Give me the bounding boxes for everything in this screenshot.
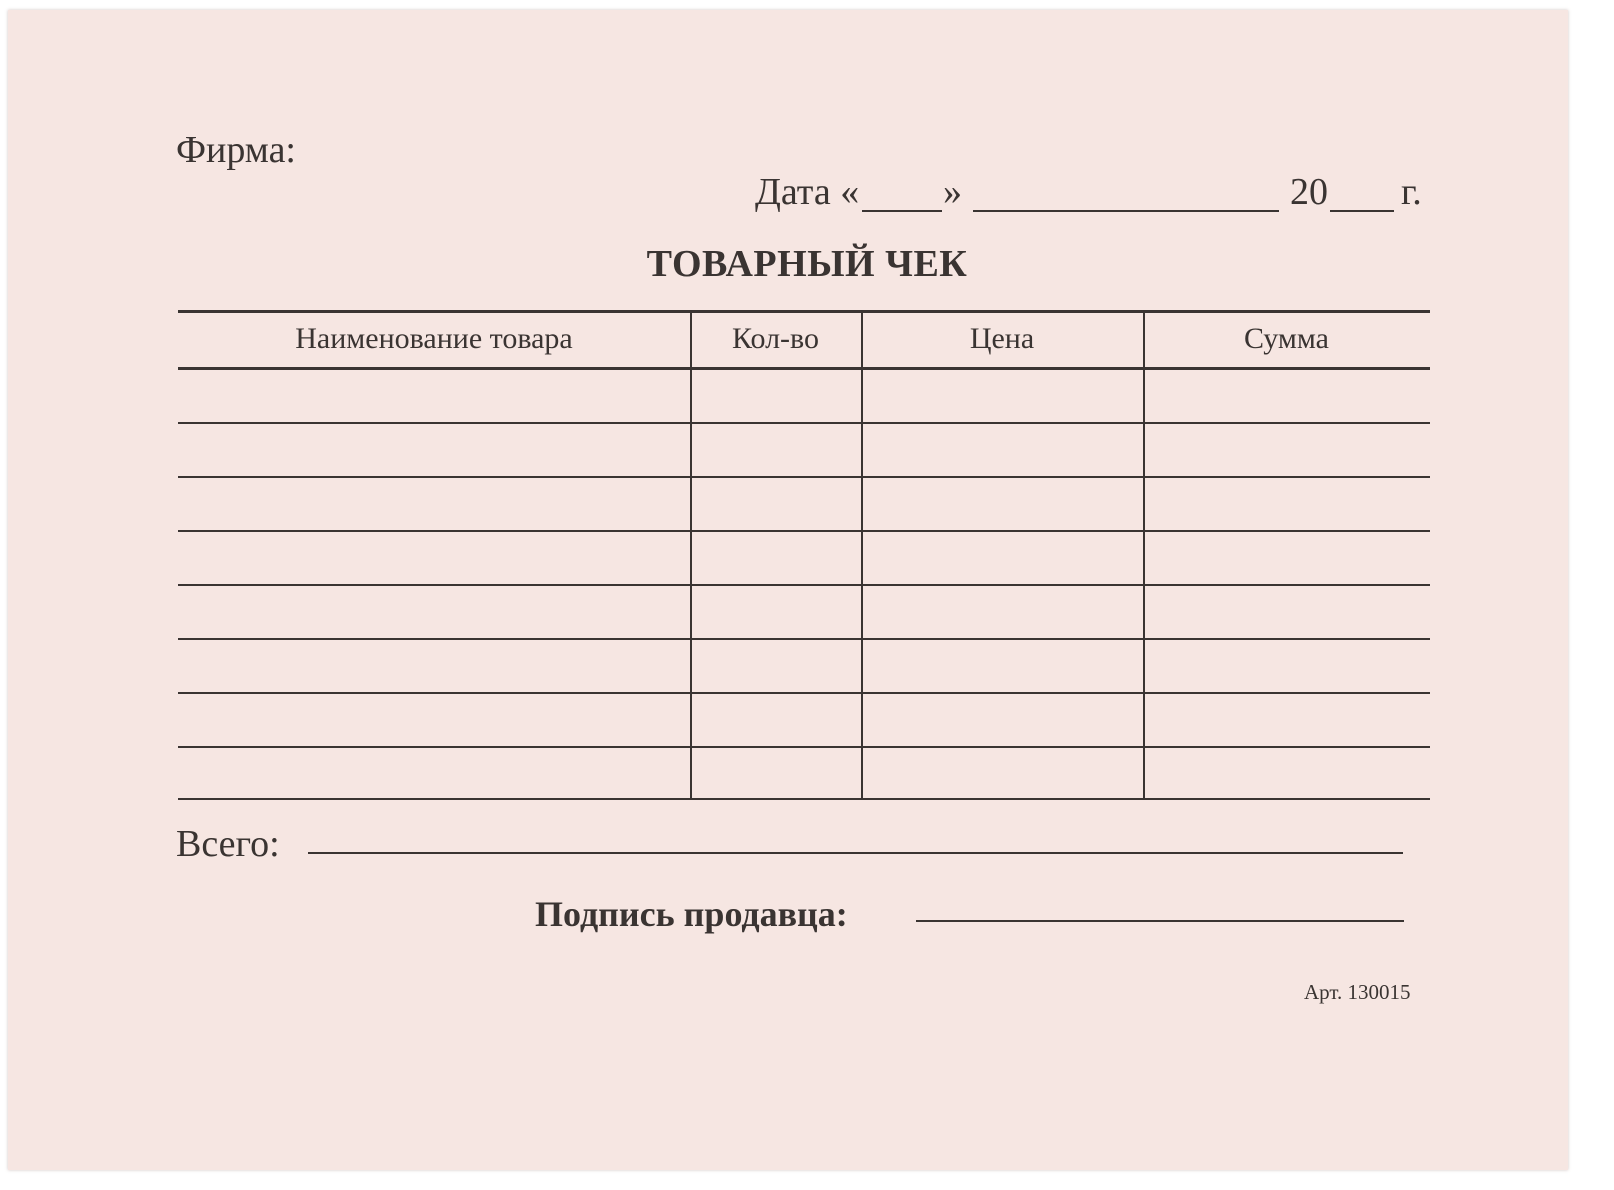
table-row	[178, 747, 1430, 801]
cell-qty[interactable]	[690, 368, 861, 422]
cell-price[interactable]	[861, 368, 1143, 422]
cell-name[interactable]	[178, 585, 690, 639]
firm-label: Фирма:	[176, 129, 296, 171]
table-row	[178, 639, 1430, 693]
cell-qty[interactable]	[690, 639, 861, 693]
cell-qty[interactable]	[690, 423, 861, 477]
cell-sum[interactable]	[1143, 423, 1430, 477]
col-header-qty: Кол-во	[731, 322, 820, 355]
cell-sum[interactable]	[1143, 747, 1430, 801]
cell-name[interactable]	[178, 368, 690, 422]
cell-price[interactable]	[861, 747, 1143, 801]
cell-qty[interactable]	[690, 747, 861, 801]
cell-price[interactable]	[861, 585, 1143, 639]
table-bottom-border	[178, 798, 1430, 800]
col-header-name: Наименование товара	[295, 322, 573, 355]
cell-sum[interactable]	[1143, 531, 1430, 585]
table-row	[178, 423, 1430, 477]
cell-price[interactable]	[861, 693, 1143, 747]
receipt-sheet	[8, 10, 1568, 1170]
table-top-border	[178, 310, 1430, 313]
year-prefix: 20	[1290, 171, 1328, 213]
cell-name[interactable]	[178, 639, 690, 693]
month-field[interactable]	[973, 210, 1279, 212]
table-row	[178, 477, 1430, 531]
cell-sum[interactable]	[1143, 477, 1430, 531]
col-header-sum: Сумма	[1244, 322, 1329, 355]
table-row	[178, 693, 1430, 747]
cell-price[interactable]	[861, 639, 1143, 693]
cell-qty[interactable]	[690, 531, 861, 585]
cell-qty[interactable]	[690, 693, 861, 747]
cell-qty[interactable]	[690, 477, 861, 531]
cell-sum[interactable]	[1143, 693, 1430, 747]
table-row	[178, 585, 1430, 639]
cell-price[interactable]	[861, 423, 1143, 477]
article-number: Арт. 130015	[1304, 980, 1411, 1004]
document-title: ТОВАРНЫЙ ЧЕК	[646, 243, 968, 285]
date-label: Дата «	[755, 171, 860, 213]
cell-sum[interactable]	[1143, 639, 1430, 693]
total-label: Всего:	[176, 823, 280, 865]
year-suffix: г.	[1401, 171, 1422, 213]
cell-name[interactable]	[178, 693, 690, 747]
cell-name[interactable]	[178, 477, 690, 531]
day-field[interactable]	[862, 210, 942, 212]
cell-name[interactable]	[178, 423, 690, 477]
year-field[interactable]	[1330, 210, 1394, 212]
signature-field[interactable]	[916, 920, 1404, 922]
col-header-price: Цена	[969, 322, 1035, 355]
total-field[interactable]	[308, 852, 1403, 854]
cell-name[interactable]	[178, 531, 690, 585]
goods-table	[178, 310, 1430, 800]
table-row	[178, 531, 1430, 585]
date-close-quote: »	[943, 171, 962, 213]
date-row	[755, 170, 1445, 220]
cell-price[interactable]	[861, 531, 1143, 585]
cell-sum[interactable]	[1143, 585, 1430, 639]
cell-qty[interactable]	[690, 585, 861, 639]
table-row	[178, 368, 1430, 422]
cell-sum[interactable]	[1143, 368, 1430, 422]
cell-name[interactable]	[178, 747, 690, 801]
cell-price[interactable]	[861, 477, 1143, 531]
signature-label: Подпись продавца:	[535, 894, 848, 934]
